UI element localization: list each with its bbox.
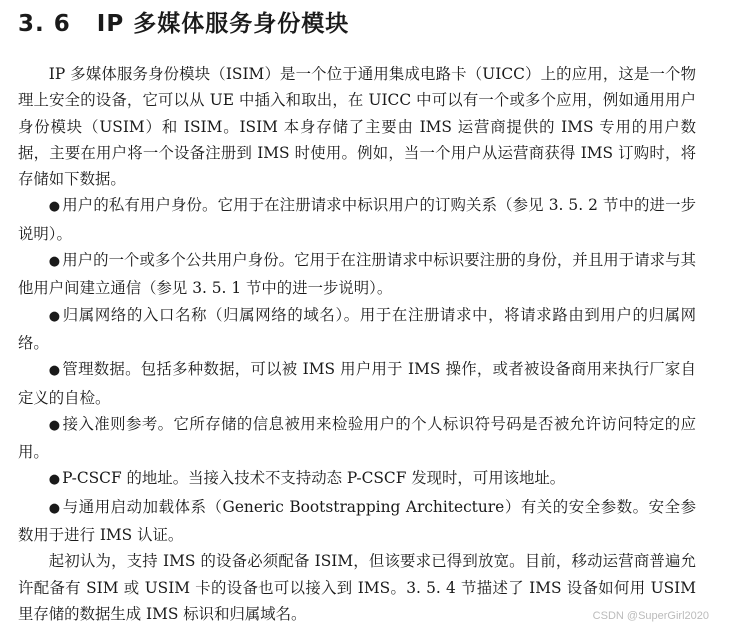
bullet-item	[18, 192, 696, 247]
bullet-icon: ●	[48, 417, 61, 433]
body-text	[18, 61, 696, 627]
bullet-text: P-CSCF 的地址。当接入技术不支持动态 P-CSCF 发现时，可用该地址。	[62, 469, 566, 488]
intro-paragraph: IP 多媒体服务身份模块（ISIM）是一个位于通用集成电路卡（UICC）上的应用，这是一个物理上安全的设备，它可以从 UE 中插入和取出，在 UICC 中可以有一个或多个应用，例如通用用户身份模块（USIM）和 ISIM。ISIM 本身存储了主要由 IMS 运营商提供的 IMS 专用的用户数据，主要在用户将一个设备注册到 IMS 时使用。例如，当一个用户从运营商获得 IMS 订购时，将存储如下数据。	[18, 65, 696, 189]
bullet-icon: ●	[48, 308, 61, 324]
bullet-text: 用户的私有用户身份。它用于在注册请求中标识用户的订购关系（参见 3. 5. 2 节中的进一步说明）。	[18, 196, 696, 243]
bullet-item	[18, 411, 696, 466]
bullet-item	[18, 247, 696, 302]
section-heading	[18, 6, 349, 42]
section-title: IP 多媒体服务身份模块	[96, 11, 350, 37]
closing-paragraph: 起初认为，支持 IMS 的设备必须配备 ISIM，但该要求已得到放宽。目前，移动运营商普遍允许配备有 SIM 或 USIM 卡的设备也可以接入到 IMS。3. 5. 4 节描述了 IMS 设备如何用 USIM 里存储的数据生成 IMS 标识和归属域名。	[18, 552, 696, 623]
watermark: CSDN @SuperGirl2020	[592, 610, 709, 622]
bullet-item	[18, 356, 696, 411]
bullet-icon: ●	[48, 472, 61, 488]
bullet-text: 用户的一个或多个公共用户身份。它用于在注册请求中标识要注册的身份，并且用于请求与其他用户间建立通信（参见 3. 5. 1 节中的进一步说明）。	[18, 251, 696, 298]
bullet-item	[18, 465, 696, 493]
bullet-item	[18, 494, 696, 549]
bullet-text: 管理数据。包括多种数据，可以被 IMS 用户用于 IMS 操作，或者被设备商用来执行厂家自定义的自检。	[18, 360, 696, 407]
bullet-icon: ●	[48, 363, 61, 379]
bullet-text: 归属网络的入口名称（归属网络的域名）。用于在注册请求中，将请求路由到用户的归属网络。	[18, 305, 696, 352]
bullet-item	[18, 302, 696, 357]
bullet-text: 接入准则参考。它所存储的信息被用来检验用户的个人标识符号码是否被允许访问特定的应用。	[18, 414, 696, 462]
bullet-text: 与通用启动加载体系（Generic Bootstrapping Architecture）有关的安全参数。安全参数用于进行 IMS 认证。	[18, 497, 696, 545]
section-number: 3. 6	[18, 11, 71, 37]
bullet-icon: ●	[48, 500, 61, 516]
bullet-icon: ●	[48, 254, 61, 270]
bullet-icon: ●	[48, 199, 61, 215]
